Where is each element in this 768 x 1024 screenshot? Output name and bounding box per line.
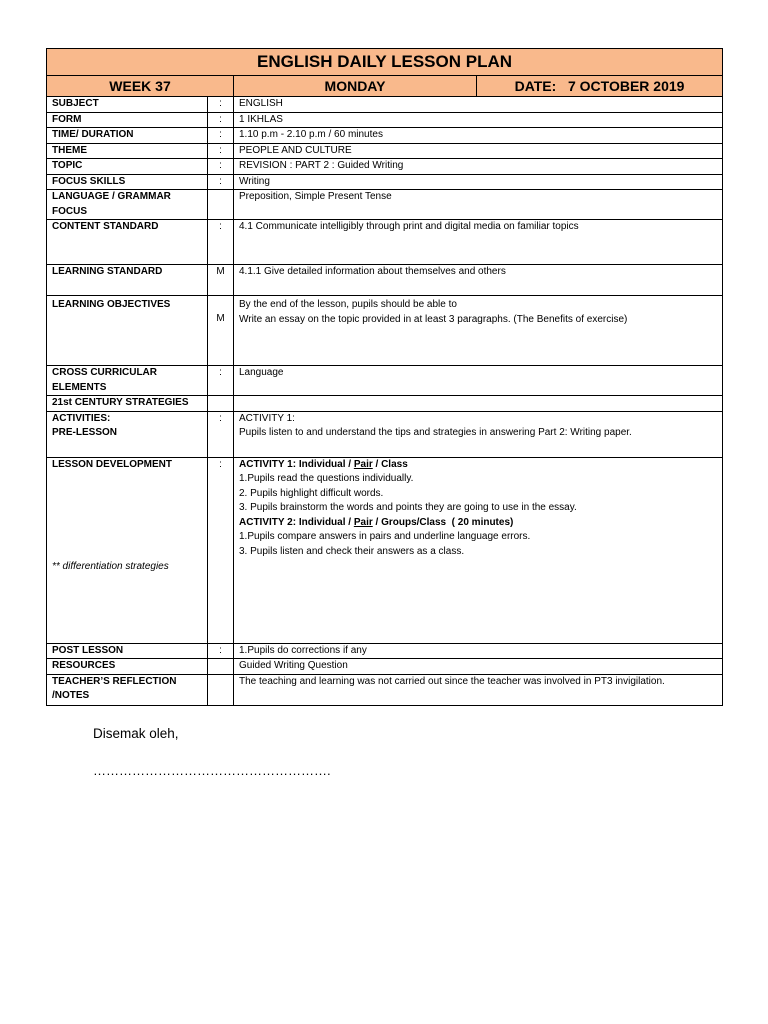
focus-skills-label: FOCUS SKILLS [47, 174, 208, 190]
differentiation-note: ** differentiation strategies [52, 560, 169, 572]
activities-value [234, 411, 723, 457]
reflection-label: TEACHER’S REFLECTION /NOTES [47, 674, 208, 705]
pre-lesson-activity-title: ACTIVITY 1: [239, 412, 295, 424]
learning-objectives-label: LEARNING OBJECTIVES [47, 296, 208, 366]
row-post-lesson [47, 643, 723, 659]
content-standard-value: 4.1 Communicate intelligibly through print and digital media on familiar topics [234, 220, 723, 265]
week-cell: WEEK 37 [47, 76, 234, 97]
activities-label-line1: ACTIVITIES: [52, 412, 111, 424]
date-cell [477, 76, 723, 97]
cross-curricular-sep: : [208, 366, 234, 396]
activity-1-item: 2. Pupils highlight difficult words. [239, 487, 384, 499]
content-standard-label: CONTENT STANDARD [47, 220, 208, 265]
learning-standard-sep: M [208, 265, 234, 296]
resources-label: RESOURCES [47, 659, 208, 675]
day-cell: MONDAY [234, 76, 477, 97]
time-sep: : [208, 128, 234, 144]
row-cross-curricular [47, 366, 723, 396]
activity-1-prefix: ACTIVITY 1: Individual / [239, 458, 352, 470]
post-lesson-sep: : [208, 643, 234, 659]
title-row [47, 49, 723, 76]
page-title: ENGLISH DAILY LESSON PLAN [47, 49, 723, 76]
grammar-value: Preposition, Simple Present Tense [234, 190, 723, 220]
learning-standard-label: LEARNING STANDARD [47, 265, 208, 296]
post-lesson-label: POST LESSON [47, 643, 208, 659]
form-value: 1 IKHLAS [234, 112, 723, 128]
row-topic [47, 159, 723, 175]
form-sep: : [208, 112, 234, 128]
activity-2-prefix: ACTIVITY 2: Individual / [239, 516, 352, 528]
row-theme [47, 143, 723, 159]
theme-sep: : [208, 143, 234, 159]
resources-value: Guided Writing Question [234, 659, 723, 675]
lesson-development-label: LESSON DEVELOPMENT [52, 458, 173, 470]
focus-skills-value: Writing [234, 174, 723, 190]
row-lesson-development [47, 457, 723, 643]
subject-sep: : [208, 97, 234, 113]
row-form [47, 112, 723, 128]
date-label: DATE: [514, 78, 557, 94]
learning-objectives-value [234, 296, 723, 366]
subject-value: ENGLISH [234, 97, 723, 113]
row-learning-standard [47, 265, 723, 296]
century-strategies-value [234, 396, 723, 412]
time-value: 1.10 p.m - 2.10 p.m / 60 minutes [234, 128, 723, 144]
activities-label [47, 411, 208, 457]
lesson-development-value [234, 457, 723, 643]
cross-curricular-label: CROSS CURRICULAR ELEMENTS [47, 366, 208, 396]
activity-2-item: 3. Pupils listen and check their answers as a class. [239, 545, 465, 557]
learning-objectives-sep: M [208, 296, 234, 366]
content-standard-sep: : [208, 220, 234, 265]
row-subject [47, 97, 723, 113]
century-strategies-sep [208, 396, 234, 412]
lesson-development-label-cell [47, 457, 208, 643]
objective-intro: By the end of the lesson, pupils should be able to [239, 299, 457, 310]
activity-1-suffix: / Class [375, 458, 408, 470]
form-label: FORM [47, 112, 208, 128]
activity-1-item: 3. Pupils brainstorm the words and points they are going to use in the essay. [239, 502, 577, 513]
row-resources [47, 659, 723, 675]
activity-2-heading [239, 516, 717, 531]
subject-label: SUBJECT [47, 97, 208, 113]
cross-curricular-value: Language [234, 366, 723, 396]
row-time [47, 128, 723, 144]
activity-2-suffix: / Groups/Class ( 20 minutes) [375, 516, 514, 528]
row-focus-skills [47, 174, 723, 190]
reflection-value: The teaching and learning was not carried out since the teacher was involved in PT3 invigilation. [234, 674, 723, 705]
activities-label-line2: PRE-LESSON [52, 427, 118, 438]
grammar-sep [208, 190, 234, 220]
signature-line: ………………………………………………. [93, 763, 331, 778]
row-activities [47, 411, 723, 457]
learning-standard-value: 4.1.1 Give detailed information about themselves and others [234, 265, 723, 296]
pre-lesson-activity-text: Pupils listen to and understand the tips and strategies in answering Part 2: Writing paper. [239, 427, 632, 438]
theme-value: PEOPLE AND CULTURE [234, 143, 723, 159]
objective-text: Write an essay on the topic provided in at least 3 paragraphs. (The Benefits of exercise) [239, 313, 628, 325]
row-grammar [47, 190, 723, 220]
activity-1-item: 1.Pupils read the questions individually. [239, 473, 414, 484]
activity-1-pair: Pair [353, 458, 373, 470]
header-row [47, 76, 723, 97]
topic-sep: : [208, 159, 234, 175]
lesson-development-sep: : [208, 457, 234, 643]
lesson-plan-table [46, 48, 723, 706]
activity-2-pair: Pair [353, 516, 373, 528]
activities-sep: : [208, 411, 234, 457]
topic-label: TOPIC [47, 159, 208, 175]
topic-value: REVISION : PART 2 : Guided Writing [234, 159, 723, 175]
row-reflection [47, 674, 723, 705]
theme-label: THEME [47, 143, 208, 159]
row-21st-century [47, 396, 723, 412]
reflection-sep [208, 674, 234, 705]
post-lesson-value: 1.Pupils do corrections if any [234, 643, 723, 659]
activity-2-item: 1.Pupils compare answers in pairs and underline language errors. [239, 531, 531, 542]
checked-by-label: Disemak oleh, [93, 726, 179, 741]
row-content-standard [47, 220, 723, 265]
time-label: TIME/ DURATION [47, 128, 208, 144]
grammar-label: LANGUAGE / GRAMMAR FOCUS [47, 190, 208, 220]
century-strategies-label: 21st CENTURY STRATEGIES [47, 396, 208, 412]
activity-1-heading [239, 458, 717, 473]
focus-skills-sep: : [208, 174, 234, 190]
resources-sep [208, 659, 234, 675]
date-value: 7 OCTOBER 2019 [567, 78, 685, 94]
row-learning-objectives [47, 296, 723, 366]
